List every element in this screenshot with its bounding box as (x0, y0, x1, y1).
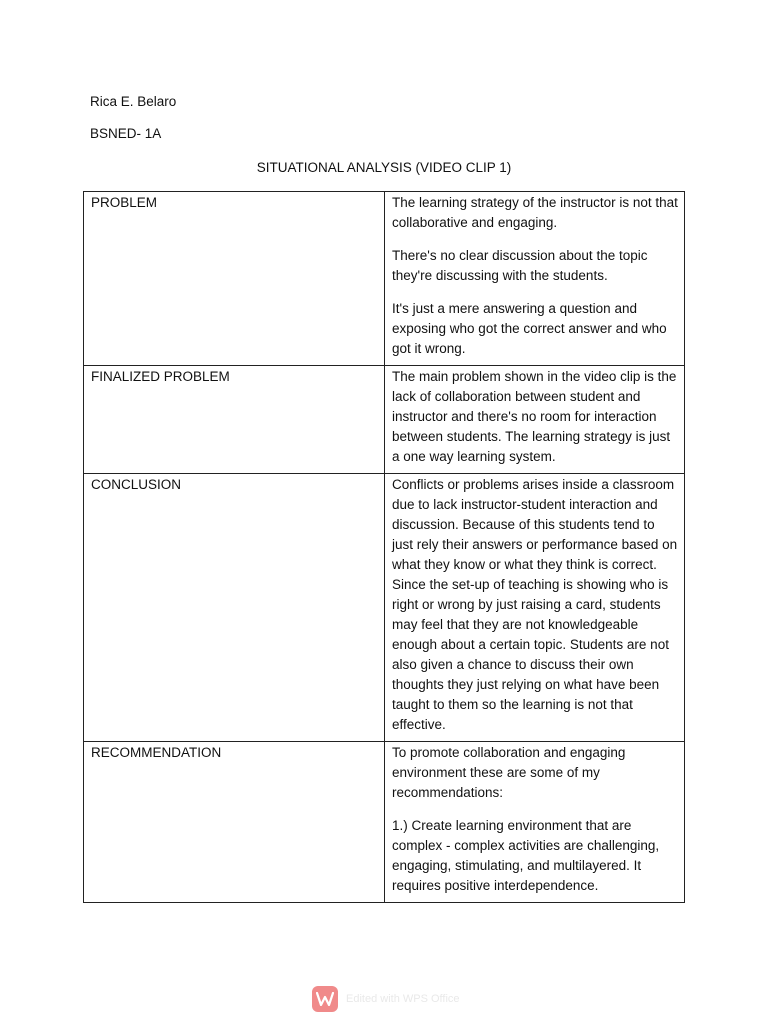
table-row-conclusion (84, 474, 685, 742)
row-content (385, 474, 685, 742)
paragraph: There's no clear discussion about the topic they're discussing with the students. (392, 248, 648, 283)
row-label: CONCLUSION (84, 474, 385, 742)
row-label: PROBLEM (84, 192, 385, 366)
row-content (385, 742, 685, 903)
table-row-recommendation (84, 742, 685, 903)
table-row-problem (84, 192, 685, 366)
paragraph: The main problem shown in the video clip is the lack of collaboration between student and instructor and there's no room for interaction between students. The learning strategy is just a one way learning system. (392, 369, 677, 464)
row-label: FINALIZED PROBLEM (84, 366, 385, 474)
row-content (385, 192, 685, 366)
author-name: Rica E. Belaro (90, 94, 177, 109)
paragraph: 1.) Create learning environment that are complex - complex activities are challenging, engaging, stimulating, and multilayered. It requires positive interdependence. (392, 818, 660, 893)
analysis-table (83, 191, 685, 903)
wps-office-logo-icon (312, 986, 338, 1012)
document-title: SITUATIONAL ANALYSIS (VIDEO CLIP 1) (256, 160, 512, 175)
footer-watermark (312, 986, 460, 1012)
row-content (385, 366, 685, 474)
paragraph: To promote collaboration and engaging environment these are some of my recommendations: (392, 745, 626, 800)
paragraph: Conflicts or problems arises inside a classroom due to lack instructor-student interaction and discussion. Because of this students tend to just rely their answers or performance based on what they know or what they think is correct. Since the set-up of teaching is showing who is right or wrong by just raising a card, students may feel that they are not knowledgeable enough about a certain topic. Students are not also given a chance to discuss their own thoughts they just relying on what have been taught to them so the learning is not that effective. (392, 477, 678, 732)
paragraph: The learning strategy of the instructor is not that collaborative and engaging. (392, 195, 678, 230)
table-row-finalized-problem (84, 366, 685, 474)
paragraph: It's just a mere answering a question and exposing who got the correct answer and who got it wrong. (392, 301, 667, 356)
row-label: RECOMMENDATION (84, 742, 385, 903)
watermark-text: Edited with WPS Office (346, 993, 460, 1005)
course-section: BSNED- 1A (90, 126, 162, 141)
